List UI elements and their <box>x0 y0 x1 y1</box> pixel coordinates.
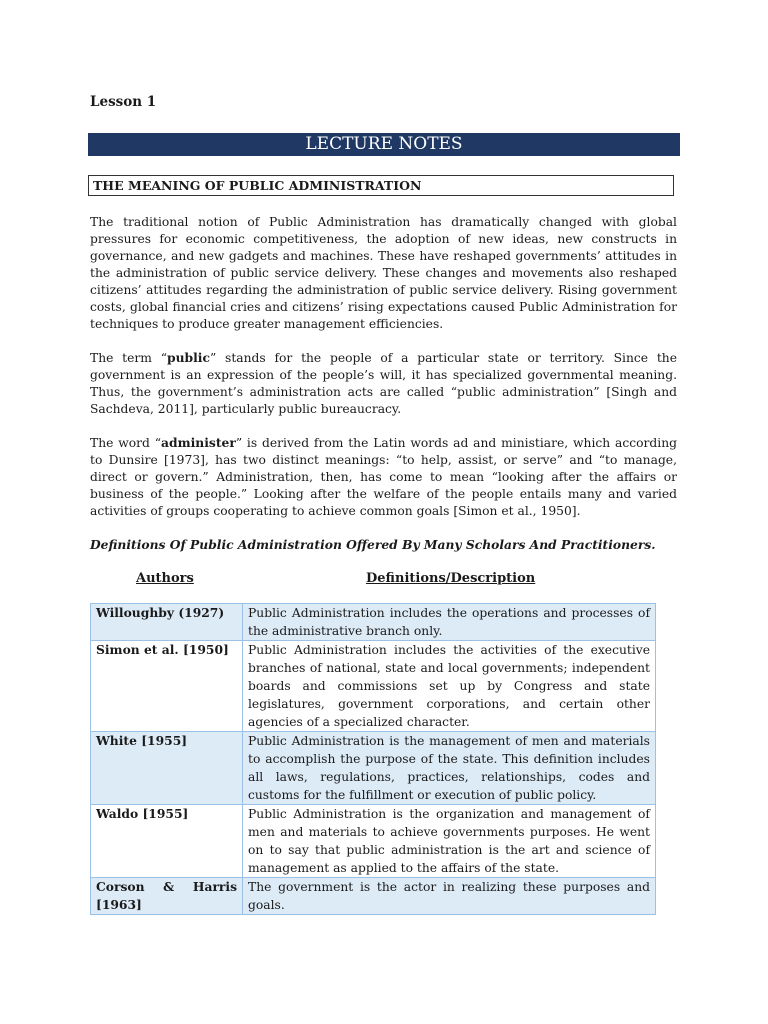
paragraph-2-after: ” stands for the people of a particular state or territory. Since the government is an expression of the people’s will, it has specialized governmental meaning. Thus, the government’s administration acts are called “public administration” [Singh and Sachdeva, 2011], particularly public bureaucracy. <box>90 351 677 416</box>
lecture-notes-banner: LECTURE NOTES <box>88 133 680 156</box>
definition-cell: Public Administration includes the operations and processes of the administrative branch only. <box>243 604 656 641</box>
lesson-label: Lesson 1 <box>90 94 157 110</box>
column-header-authors: Authors <box>136 571 194 586</box>
paragraph-2-before: The term “ <box>90 351 167 365</box>
table-row <box>91 732 656 805</box>
definition-cell: Public Administration includes the activities of the executive branches of national, state and local governments; independent boards and commissions set up by Congress and state legislatures, government corporations, and certain other agencies of a specialized character. <box>243 641 656 732</box>
author-cell: Simon et al. [1950] <box>91 641 243 732</box>
author-cell: Waldo [1955] <box>91 805 243 878</box>
definition-cell: Public Administration is the organization and management of men and materials to achieve governments purposes. He went on to say that public administration is the art and science of management as applied to the affairs of the state. <box>243 805 656 878</box>
column-header-definitions: Definitions/Description <box>366 571 536 586</box>
definitions-table <box>90 603 656 915</box>
paragraph-3-before: The word “ <box>90 436 162 450</box>
table-row <box>91 805 656 878</box>
term-administer: administer <box>161 435 236 450</box>
paragraph-3 <box>90 434 677 520</box>
definitions-heading: Definitions Of Public Administration Offered By Many Scholars And Practitioners. <box>90 537 656 552</box>
paragraph-3-after: ” is derived from the Latin words ad and ministiare, which according to Dunsire [1973], has two distinct meanings: “to help, assist, or serve” and “to manage, direct or govern.” Administration, then, has come to mean “looking after the affairs or business of the people.” Looking after the welfare of the people entails many and varied activities of groups cooperating to achieve common goals [Simon et al., 1950]. <box>90 436 677 518</box>
author-cell: Corson & Harris [1963] <box>91 878 243 915</box>
term-public: public <box>166 350 210 365</box>
paragraph-1: The traditional notion of Public Administration has dramatically changed with global pressures for economic competitiveness, the adoption of new ideas, new constructs in governance, and new gadgets and machines. These have reshaped governments’ attitudes in the administration of public service delivery. These changes and movements also reshaped citizens’ attitudes regarding the administration of public service delivery. Rising government costs, global financial cries and citizens’ rising expectations caused Public Administration for techniques to produce greater management efficiencies. <box>90 215 677 331</box>
author-cell: Willoughby (1927) <box>91 604 243 641</box>
author-cell: White [1955] <box>91 732 243 805</box>
section-title: THE MEANING OF PUBLIC ADMINISTRATION <box>88 175 674 196</box>
table-row <box>91 878 656 915</box>
paragraph-2 <box>90 349 677 418</box>
definition-cell: Public Administration is the management of men and materials to accomplish the purpose of the state. This definition includes all laws, regulations, practices, relationships, codes and customs for the fulfillment or execution of public policy. <box>243 732 656 805</box>
table-row <box>91 641 656 732</box>
definition-cell: The government is the actor in realizing these purposes and goals. <box>243 878 656 915</box>
table-row <box>91 604 656 641</box>
